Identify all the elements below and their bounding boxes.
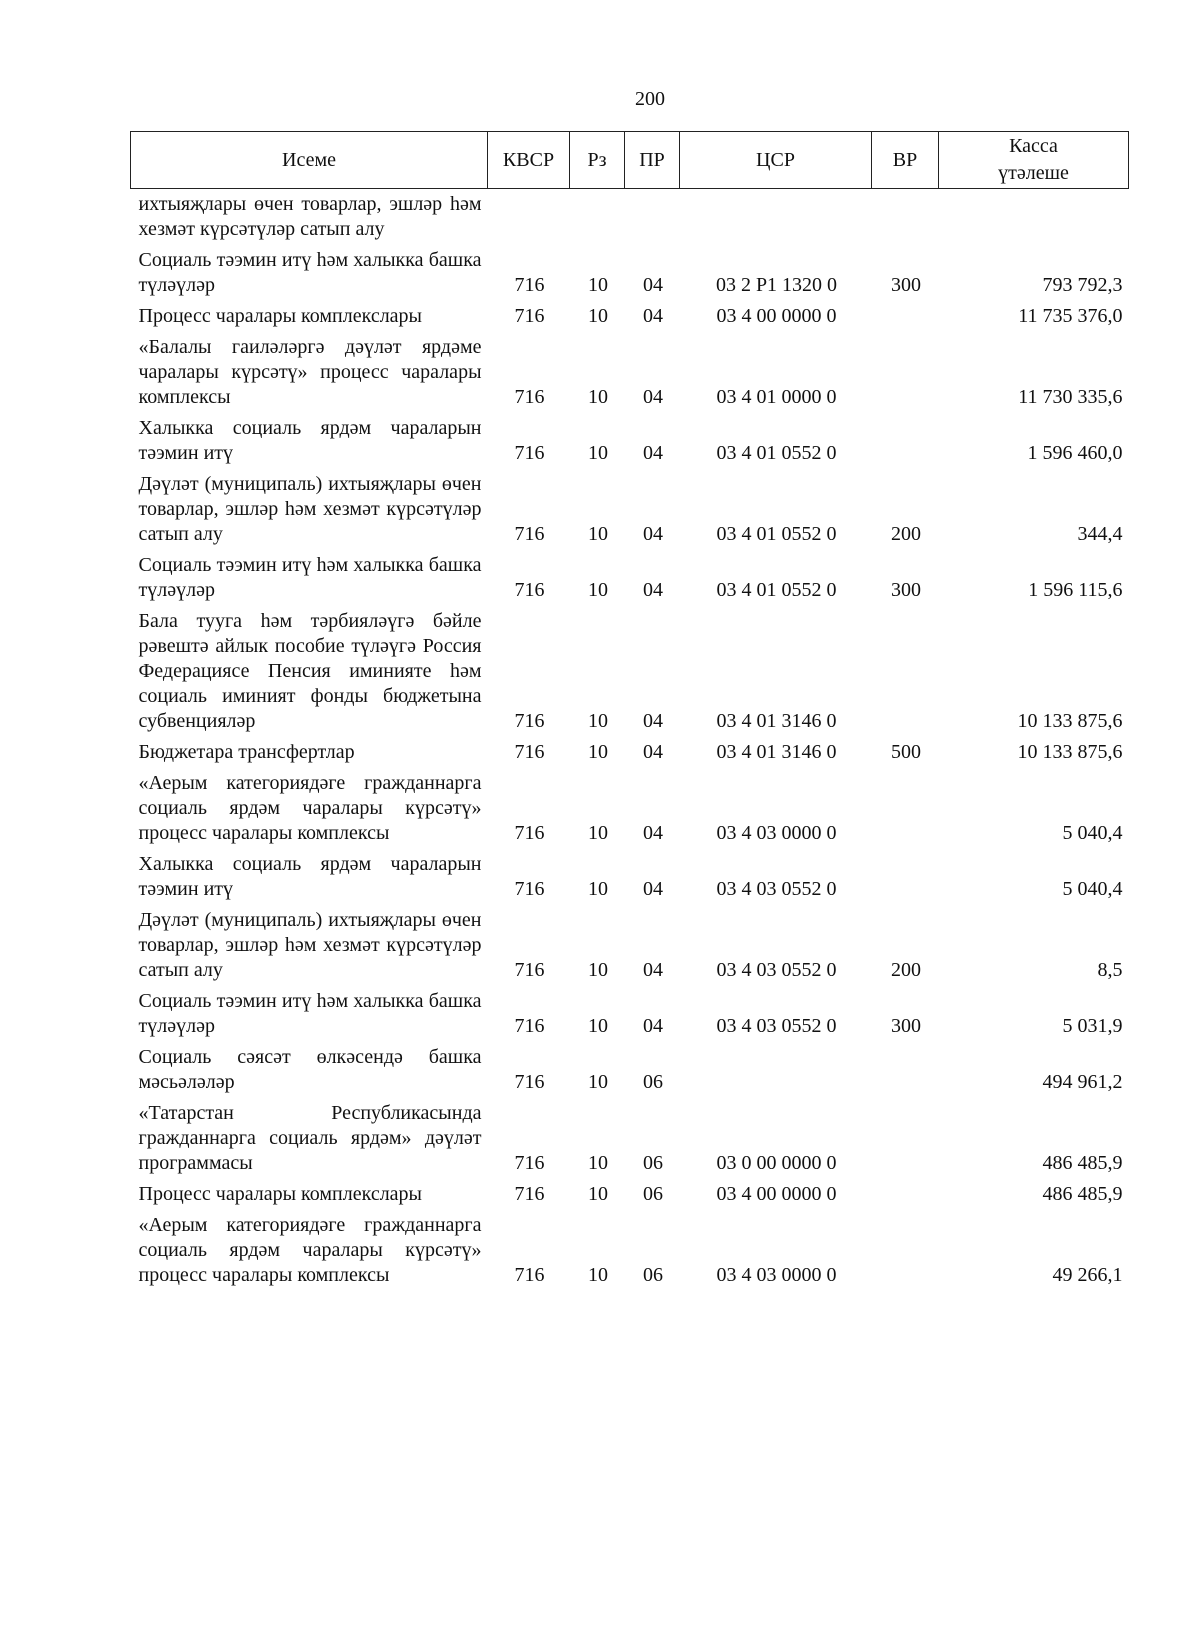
cell-csr: 03 4 03 0000 0	[716, 1264, 837, 1286]
cell-csr: 03 4 03 0552 0	[716, 1015, 837, 1037]
cell-csr: 03 4 03 0552 0	[716, 959, 837, 981]
table-row	[131, 1098, 1129, 1179]
cell-kvsr: 716	[514, 1264, 545, 1286]
header-vr: ВР	[872, 132, 939, 189]
cell-vr: 500	[891, 741, 921, 763]
cell-vr: 200	[891, 959, 921, 981]
cell-name: Процесс чаралары комплекслары	[138, 305, 422, 327]
table-body	[131, 189, 1129, 1292]
cell-csr: 03 4 03 0552 0	[716, 878, 837, 900]
table-row	[131, 301, 1129, 332]
cell-kvsr: 716	[514, 274, 545, 296]
cell-kvsr: 716	[514, 1152, 545, 1174]
cell-rz: 10	[588, 822, 608, 844]
cell-pr: 04	[643, 523, 663, 545]
cell-rz	[570, 189, 625, 246]
cell-name: Социаль сәясәт өлкәсендә башка мәсьәләләр	[138, 1046, 482, 1093]
cell-csr: 03 4 01 3146 0	[716, 710, 837, 732]
cell-name: Социаль тәэмин итү һәм халыкка башка түләүләр	[138, 990, 482, 1037]
cell-vr	[872, 332, 939, 413]
cell-vr	[872, 1179, 939, 1210]
cell-vr	[872, 1210, 939, 1291]
table-row	[131, 768, 1129, 849]
cell-csr: 03 4 00 0000 0	[716, 1183, 837, 1205]
cell-name: «Балалы гаиләләргә дәүләт ярдәме чаралары күрсәтү» процесс чаралары комплексы	[138, 336, 482, 408]
cell-name: Бала тууга һәм тәрбияләүгә бәйле рәвештә айлык пособие түләүгә Россия Федерациясе Пенсия иминияте һәм социаль иминият фонды бюджетына субвенцияләр	[138, 610, 482, 732]
cell-sum: 10 133 875,6	[1017, 710, 1123, 732]
cell-csr: 03 4 00 0000 0	[716, 305, 837, 327]
cell-kvsr: 716	[514, 822, 545, 844]
header-sum-line2: үтәлеше	[998, 162, 1069, 184]
cell-sum: 1 596 460,0	[1027, 442, 1123, 464]
cell-csr: 03 4 01 0000 0	[716, 386, 837, 408]
cell-kvsr: 716	[514, 1015, 545, 1037]
cell-sum: 5 031,9	[1062, 1015, 1123, 1037]
cell-vr	[872, 1098, 939, 1179]
cell-kvsr: 716	[514, 579, 545, 601]
cell-rz: 10	[588, 523, 608, 545]
cell-rz: 10	[588, 442, 608, 464]
cell-sum: 8,5	[1097, 959, 1123, 981]
cell-csr	[680, 189, 872, 246]
cell-kvsr: 716	[514, 741, 545, 763]
header-cash-execution	[939, 132, 1129, 189]
cell-kvsr	[488, 189, 570, 246]
budget-table	[130, 131, 1129, 1291]
cell-pr: 04	[643, 959, 663, 981]
cell-pr: 04	[643, 1015, 663, 1037]
cell-pr: 06	[643, 1264, 663, 1286]
cell-vr: 300	[891, 274, 921, 296]
cell-vr	[872, 301, 939, 332]
table-row	[131, 737, 1129, 768]
cell-kvsr: 716	[514, 523, 545, 545]
cell-kvsr: 716	[514, 442, 545, 464]
cell-rz: 10	[588, 1015, 608, 1037]
cell-kvsr: 716	[514, 710, 545, 732]
cell-vr: 300	[891, 1015, 921, 1037]
cell-vr	[872, 1042, 939, 1098]
cell-vr: 300	[891, 579, 921, 601]
cell-pr: 04	[643, 878, 663, 900]
cell-rz: 10	[588, 959, 608, 981]
table-row	[131, 550, 1129, 606]
cell-vr	[872, 606, 939, 737]
cell-vr	[872, 768, 939, 849]
cell-csr	[680, 1042, 872, 1098]
cell-pr: 04	[643, 579, 663, 601]
table-row	[131, 606, 1129, 737]
cell-sum: 486 485,9	[1042, 1152, 1123, 1174]
cell-sum: 486 485,9	[1042, 1183, 1123, 1205]
cell-csr: 03 4 01 0552 0	[716, 579, 837, 601]
cell-pr: 04	[643, 274, 663, 296]
cell-sum: 494 961,2	[1042, 1071, 1123, 1093]
table-row	[131, 413, 1129, 469]
cell-sum: 793 792,3	[1042, 274, 1123, 296]
header-pr: ПР	[625, 132, 680, 189]
cell-rz: 10	[588, 1264, 608, 1286]
cell-pr: 04	[643, 710, 663, 732]
cell-rz: 10	[588, 710, 608, 732]
cell-sum	[939, 189, 1129, 246]
cell-pr: 04	[643, 386, 663, 408]
cell-name: Халыкка социаль ярдәм чараларын тәэмин итү	[138, 853, 482, 900]
cell-csr: 03 2 P1 1320 0	[715, 274, 838, 296]
cell-pr: 06	[643, 1071, 663, 1093]
cell-vr: 200	[891, 523, 921, 545]
cell-sum: 344,4	[1077, 523, 1123, 545]
cell-kvsr: 716	[514, 959, 545, 981]
table-row	[131, 905, 1129, 986]
cell-pr	[625, 189, 680, 246]
table-row	[131, 189, 1129, 246]
cell-pr: 04	[643, 822, 663, 844]
cell-kvsr: 716	[514, 386, 545, 408]
header-sum-line1: Касса	[1009, 135, 1058, 157]
header-csr: ЦСР	[680, 132, 872, 189]
cell-vr	[872, 189, 939, 246]
table-row	[131, 1042, 1129, 1098]
table-row	[131, 469, 1129, 550]
cell-name: «Татарстан Республикасында гражданнарга социаль ярдәм» дәүләт программасы	[138, 1102, 482, 1174]
cell-rz: 10	[588, 386, 608, 408]
cell-csr: 03 4 01 0552 0	[716, 523, 837, 545]
cell-name: «Аерым категориядәге гражданнарга социаль ярдәм чаралары күрсәтү» процесс чаралары комплексы	[138, 1214, 482, 1286]
cell-csr: 03 4 01 0552 0	[716, 442, 837, 464]
cell-csr: 03 0 00 0000 0	[716, 1152, 837, 1174]
cell-kvsr: 716	[514, 305, 545, 327]
table-row	[131, 332, 1129, 413]
cell-name: Социаль тәэмин итү һәм халыкка башка түләүләр	[138, 554, 482, 601]
cell-name: «Аерым категориядәге гражданнарга социаль ярдәм чаралары күрсәтү» процесс чаралары комплексы	[138, 772, 482, 844]
page-number: 200	[635, 88, 665, 110]
cell-sum: 49 266,1	[1052, 1264, 1123, 1286]
table-row	[131, 1179, 1129, 1210]
cell-sum: 1 596 115,6	[1028, 579, 1123, 601]
cell-pr: 04	[643, 442, 663, 464]
header-rz: Рз	[570, 132, 625, 189]
cell-rz: 10	[588, 878, 608, 900]
cell-sum: 5 040,4	[1062, 822, 1123, 844]
cell-rz: 10	[588, 1152, 608, 1174]
cell-pr: 04	[643, 741, 663, 763]
header-name: Исеме	[131, 132, 488, 189]
cell-pr: 06	[643, 1152, 663, 1174]
header-row	[131, 132, 1129, 189]
cell-rz: 10	[588, 305, 608, 327]
cell-sum: 10 133 875,6	[1017, 741, 1123, 763]
cell-pr: 04	[643, 305, 663, 327]
cell-rz: 10	[588, 741, 608, 763]
cell-kvsr: 716	[514, 1071, 545, 1093]
table-header	[131, 132, 1129, 189]
cell-kvsr: 716	[514, 878, 545, 900]
cell-rz: 10	[588, 1183, 608, 1205]
cell-sum: 5 040,4	[1062, 878, 1123, 900]
cell-name: Бюджетара трансфертлар	[138, 741, 355, 763]
cell-name: Дәүләт (муниципаль) ихтыяҗлары өчен товарлар, эшләр һәм хезмәт күрсәтүләр сатып алу	[138, 909, 482, 981]
cell-rz: 10	[588, 274, 608, 296]
table-row	[131, 1210, 1129, 1291]
cell-name: Социаль тәэмин итү һәм халыкка башка түләүләр	[138, 249, 482, 296]
cell-name: ихтыяҗлары өчен товарлар, эшләр һәм хезмәт күрсәтүләр сатып алу	[138, 193, 482, 240]
table-row	[131, 849, 1129, 905]
cell-csr: 03 4 01 3146 0	[716, 741, 837, 763]
cell-sum: 11 730 335,6	[1018, 386, 1123, 408]
cell-name: Халыкка социаль ярдәм чараларын тәэмин итү	[138, 417, 482, 464]
cell-sum: 11 735 376,0	[1018, 305, 1123, 327]
table-row	[131, 245, 1129, 301]
cell-rz: 10	[588, 1071, 608, 1093]
cell-vr	[872, 413, 939, 469]
cell-pr: 06	[643, 1183, 663, 1205]
cell-name: Процесс чаралары комплекслары	[138, 1183, 422, 1205]
cell-name: Дәүләт (муниципаль) ихтыяҗлары өчен товарлар, эшләр һәм хезмәт күрсәтүләр сатып алу	[138, 473, 482, 545]
cell-kvsr: 716	[514, 1183, 545, 1205]
cell-rz: 10	[588, 579, 608, 601]
cell-vr	[872, 849, 939, 905]
header-kvsr: КВСР	[488, 132, 570, 189]
table-row	[131, 986, 1129, 1042]
cell-csr: 03 4 03 0000 0	[716, 822, 837, 844]
